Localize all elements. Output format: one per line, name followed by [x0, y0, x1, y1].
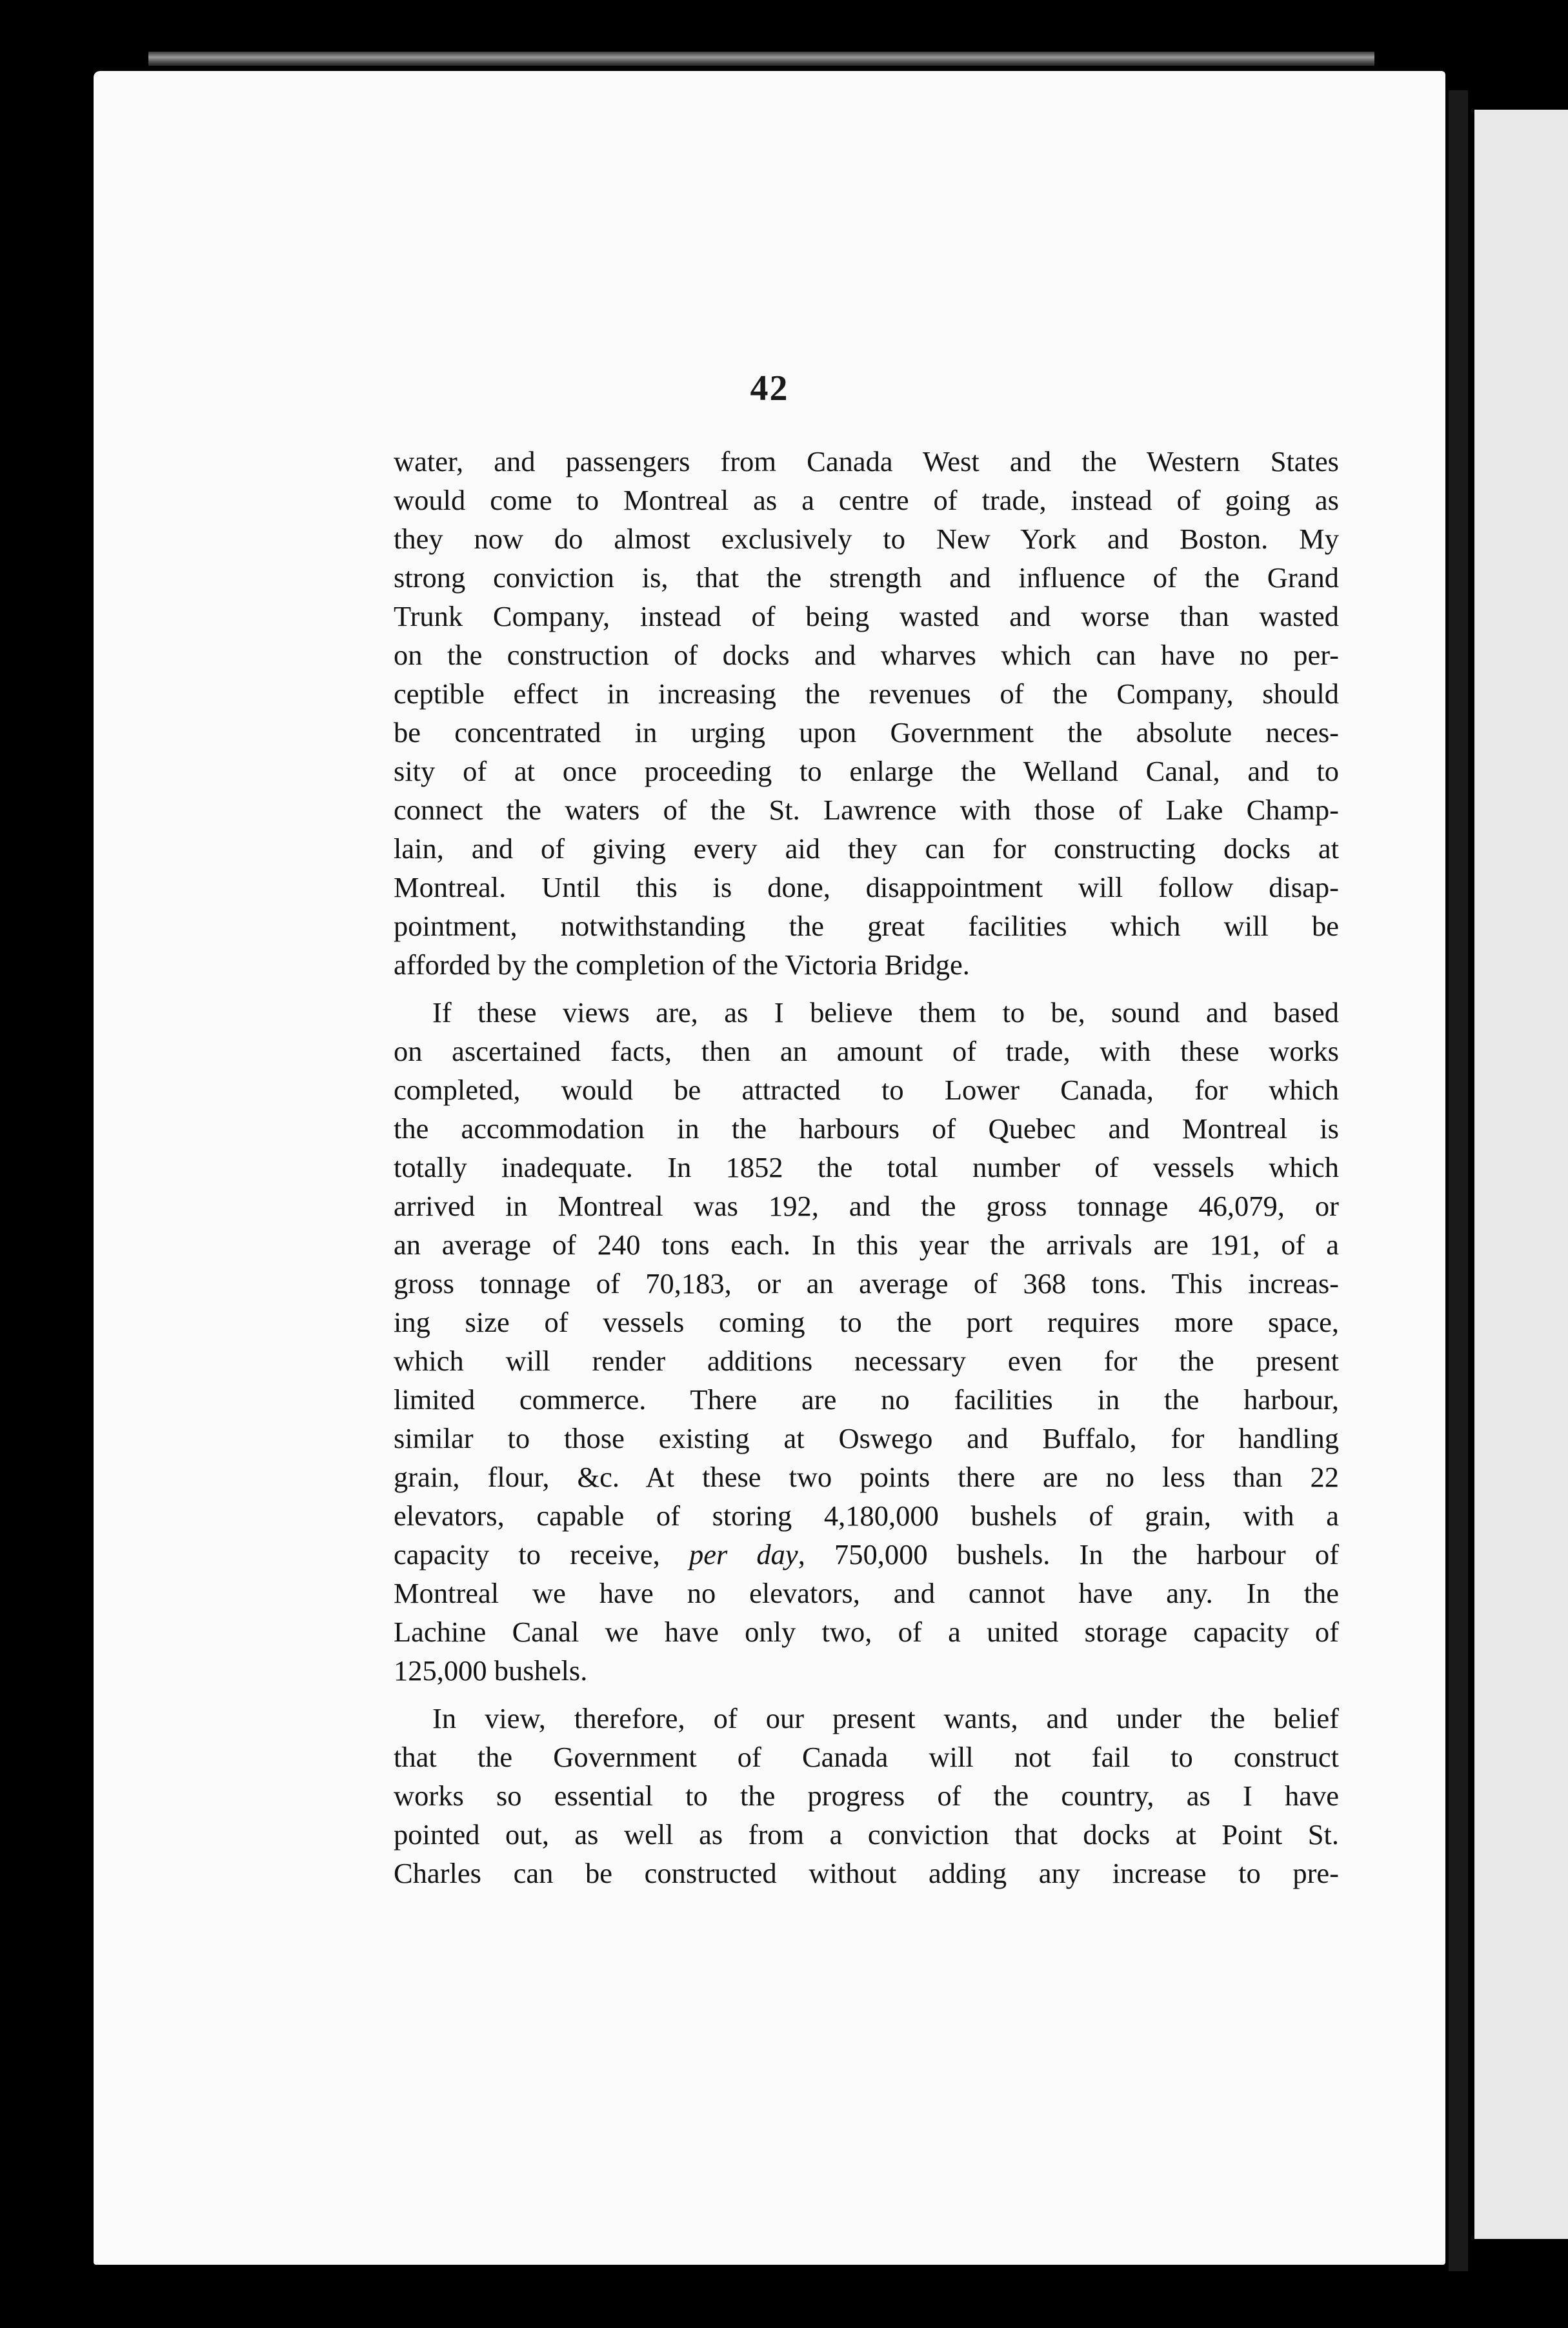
page-number: 42 — [750, 368, 789, 408]
text-line: water, and passengers from Canada West and the Western States — [394, 445, 1339, 477]
text-line: Montreal we have no elevators, and cannot have any. In the — [394, 1577, 1339, 1609]
text-line: pointed out, as well as from a conviction that docks at Point St. — [394, 1818, 1339, 1851]
text-line: which will render additions necessary even for the present — [394, 1345, 1339, 1377]
paragraph-2 — [394, 993, 1339, 1690]
text-line: If these views are, as I believe them to be, sound and based — [432, 996, 1339, 1029]
text-line: lain, and of giving every aid they can for constructing docks at — [394, 832, 1339, 865]
text-line: In view, therefore, of our present wants, and under the belief — [432, 1702, 1339, 1734]
text-line: elevators, capable of storing 4,180,000 bushels of grain, with a — [394, 1500, 1339, 1532]
page-binding-shadow — [1449, 90, 1468, 2271]
text-line: gross tonnage of 70,183, or an average of 368 tons. This increas- — [394, 1267, 1339, 1299]
text-line: ing size of vessels coming to the port requires more space, — [394, 1306, 1339, 1338]
text-line: works so essential to the progress of the country, as I have — [394, 1780, 1339, 1812]
text-line: they now do almost exclusively to New York and Boston. My — [394, 523, 1339, 555]
italic-text-segment: per day — [689, 1538, 798, 1570]
text-line: that the Government of Canada will not fail to construct — [394, 1741, 1339, 1773]
paragraph-1 — [394, 442, 1339, 984]
text-line: would come to Montreal as a centre of trade, instead of going as — [394, 484, 1339, 516]
text-line: on ascertained facts, then an amount of trade, with these works — [394, 1035, 1339, 1067]
text-line: ceptible effect in increasing the revenues of the Company, should — [394, 677, 1339, 710]
page-body-text — [394, 442, 1339, 1892]
text-line: be concentrated in urging upon Government the absolute neces- — [394, 716, 1339, 748]
text-line: the accommodation in the harbours of Quebec and Montreal is — [394, 1112, 1339, 1145]
text-line: afforded by the completion of the Victoria Bridge. — [394, 948, 970, 981]
text-line: completed, would be attracted to Lower Canada, for which — [394, 1074, 1339, 1106]
text-segment: capacity to receive, — [394, 1538, 689, 1570]
text-line-with-italic — [394, 1535, 1339, 1574]
text-line: arrived in Montreal was 192, and the gross tonnage 46,079, or — [394, 1190, 1339, 1222]
text-line: connect the waters of the St. Lawrence with those of Lake Champ- — [394, 794, 1339, 826]
text-line: strong conviction is, that the strength and influence of the Grand — [394, 561, 1339, 594]
text-line: grain, flour, &c. At these two points there are no less than 22 — [394, 1461, 1339, 1493]
text-segment: , 750,000 bushels. In the harbour of — [798, 1538, 1339, 1570]
text-line: similar to those existing at Oswego and Buffalo, for handling — [394, 1422, 1339, 1454]
text-line: Montreal. Until this is done, disappointment will follow disap- — [394, 871, 1339, 903]
text-line: 125,000 bushels. — [394, 1654, 588, 1687]
text-line: pointment, notwithstanding the great facilities which will be — [394, 910, 1339, 942]
paragraph-3 — [394, 1699, 1339, 1892]
adjacent-page-edge — [1474, 110, 1568, 2239]
text-line: on the construction of docks and wharves which can have no per- — [394, 639, 1339, 671]
book-page — [94, 71, 1445, 2265]
text-line: Charles can be constructed without adding any increase to pre- — [394, 1857, 1339, 1889]
text-line: sity of at once proceeding to enlarge the Welland Canal, and to — [394, 755, 1339, 787]
text-line: totally inadequate. In 1852 the total number of vessels which — [394, 1151, 1339, 1183]
scan-top-edge — [148, 52, 1374, 66]
text-line: Lachine Canal we have only two, of a united storage capacity of — [394, 1616, 1339, 1648]
text-line: limited commerce. There are no facilities in the harbour, — [394, 1383, 1339, 1416]
text-line: an average of 240 tons each. In this year the arrivals are 191, of a — [394, 1229, 1339, 1261]
text-line: Trunk Company, instead of being wasted and worse than wasted — [394, 600, 1339, 632]
